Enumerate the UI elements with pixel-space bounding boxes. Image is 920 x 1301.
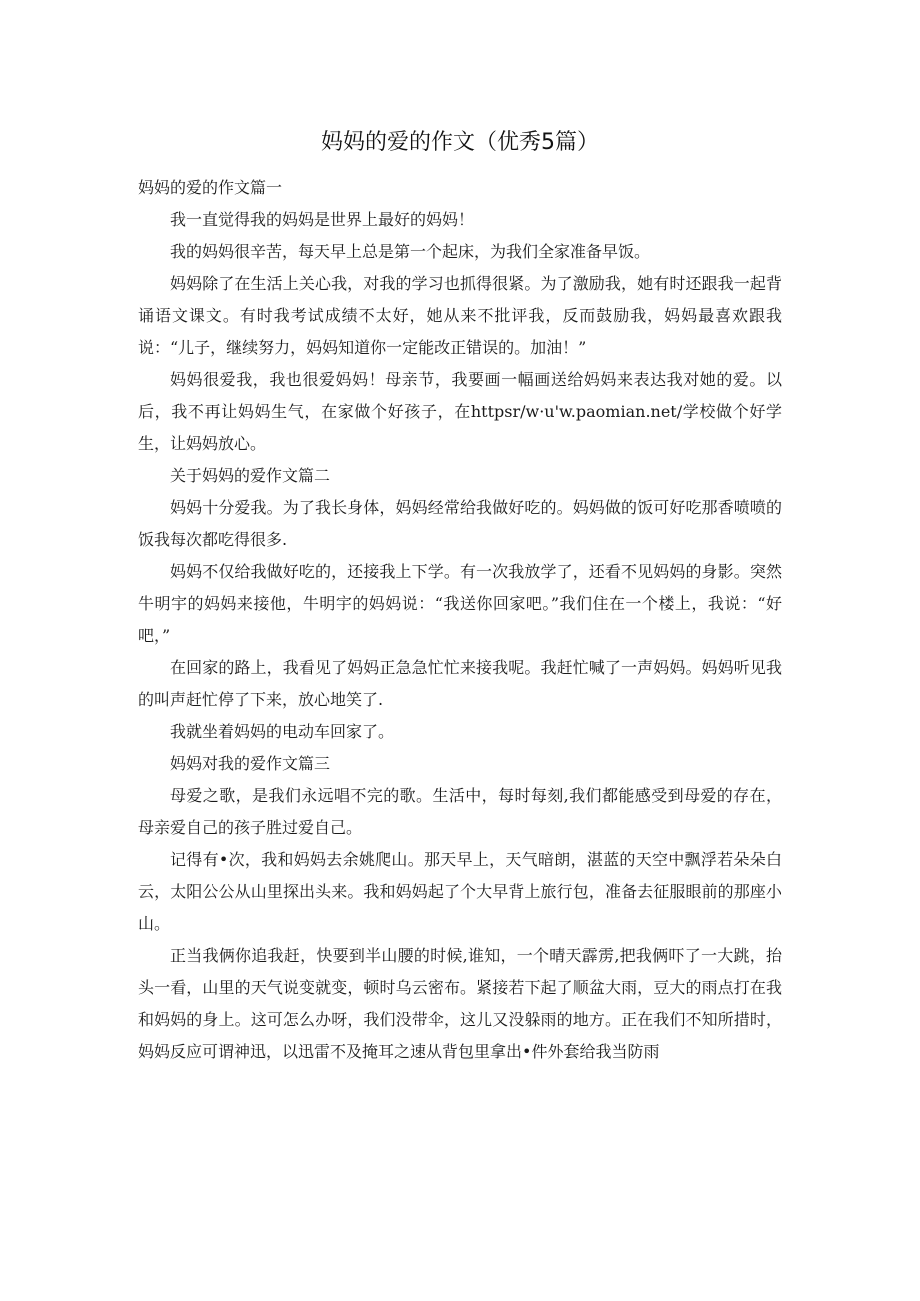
paragraph: 妈妈很爱我，我也很爱妈妈！母亲节，我要画一幅画送给妈妈来表达我对她的爱。以后，我不再让妈妈生气，在家做个好孩子，在httpsr∕w·u'w.paomian.net/学校做个好学生，让妈妈放心。 <box>138 370 782 453</box>
document-body <box>138 172 782 1068</box>
section-heading-2: 关于妈妈的爱作文篇二 <box>170 466 331 485</box>
section-heading-1: 妈妈的爱的作文篇一 <box>138 178 283 197</box>
paragraph: 我的妈妈很辛苦，每天早上总是第一个起床，为我们全家准备早饭。 <box>170 242 651 261</box>
paragraph: 妈妈十分爱我。为了我长身体，妈妈经常给我做好吃的。妈妈做的饭可好吃那香喷喷的饭我每次都吃得很多. <box>138 498 782 549</box>
paragraph: 在回家的路上，我看见了妈妈正急急忙忙来接我呢。我赶忙喊了一声妈妈。妈妈听见我的叫声赶忙停了下来，放心地笑了. <box>138 658 782 709</box>
paragraph: 记得有•次，我和妈妈去余姚爬山。那天早上，天气暗朗，湛蓝的天空中飘浮若朵朵白云，太阳公公从山里探出头来。我和妈妈起了个大早背上旅行包，准备去征服眼前的那座小山。 <box>138 850 782 933</box>
paragraph: 正当我俩你追我赶，快要到半山腰的时候,谁知，一个晴天霹雳,把我俩吓了一大跳，抬头一看，山里的天气说变就变，顿时乌云密布。紧接若下起了顺盆大雨，豆大的雨点打在我和妈妈的身上。这可怎么办呀，我们没带伞，这儿又没躲雨的地方。正在我们不知所措时，妈妈反应可谓神迅，以迅雷不及掩耳之速从背包里拿出•件外套给我当防雨 <box>138 946 782 1061</box>
paragraph: 我就坐着妈妈的电动车回家了。 <box>170 722 395 741</box>
section-heading-3: 妈妈对我的爱作文篇三 <box>170 754 331 773</box>
document-title: 妈妈的爱的作文（优秀5篇） <box>321 130 599 155</box>
paragraph: 妈妈除了在生活上关心我，对我的学习也抓得很紧。为了激励我，她有时还跟我一起背诵语文课文。有时我考试成绩不太好，她从来不批评我，反而鼓励我，妈妈最喜欢跟我说：“儿子，继续努力，妈妈知道你一定能改正错误的。加油！” <box>138 274 782 357</box>
paragraph: 母爱之歌，是我们永远唱不完的歌。生活中，每时每刻,我们都能感受到母爱的存在，母亲爱自己的孩子胜过爱自己。 <box>138 786 782 837</box>
paragraph: 我一直觉得我的妈妈是世界上最好的妈妈！ <box>170 210 475 229</box>
paragraph: 妈妈不仅给我做好吃的，还接我上下学。有一次我放学了，还看不见妈妈的身影。突然牛明宇的妈妈来接他，牛明宇的妈妈说：“我送你回家吧。”我们住在一个楼上，我说：“好吧，” <box>138 562 782 645</box>
